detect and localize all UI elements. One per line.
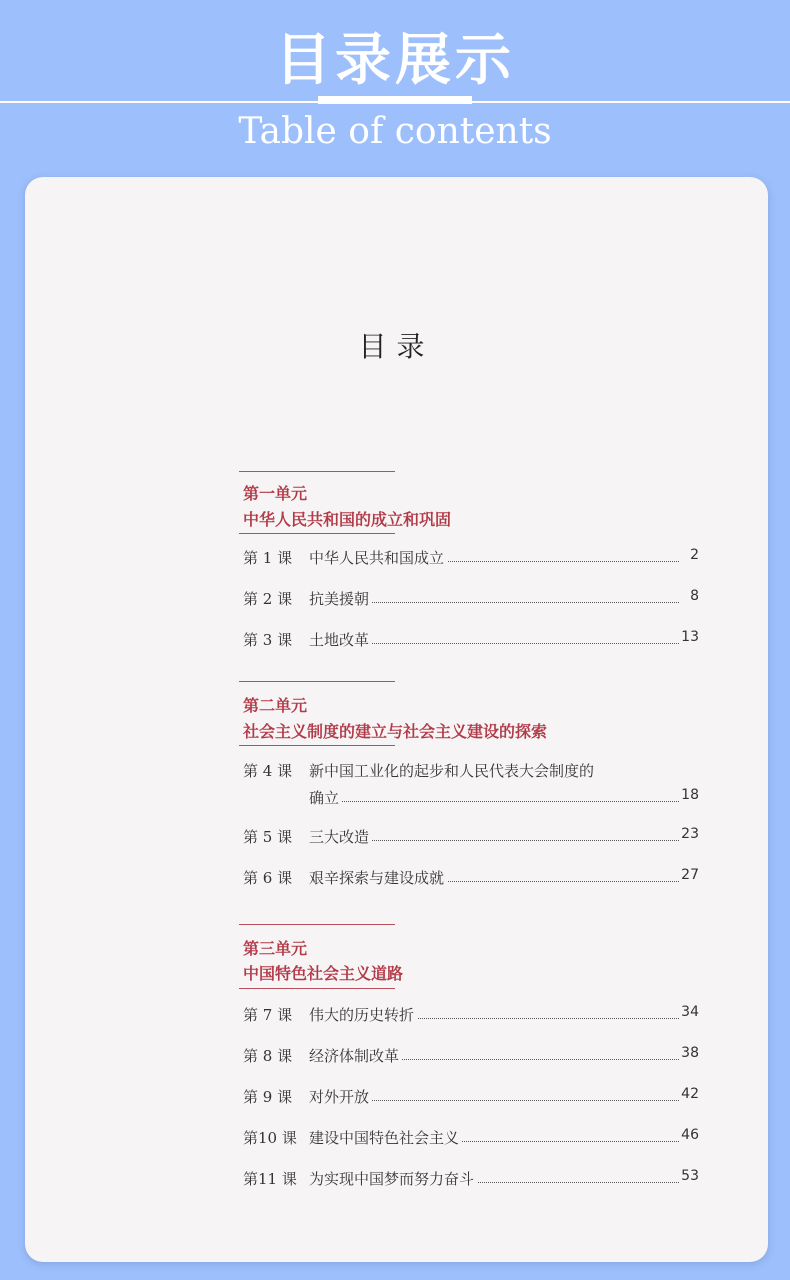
header-accent-bar — [318, 96, 472, 104]
unit-rule-bottom — [239, 533, 395, 534]
lesson-row[interactable] — [243, 1127, 699, 1153]
toc-title: 目录 — [358, 330, 435, 363]
lesson-title: 建设中国特色社会主义 — [309, 1127, 462, 1148]
lesson-row[interactable] — [243, 760, 699, 814]
page-number: 8 — [690, 588, 699, 604]
lesson-row[interactable] — [243, 1168, 699, 1194]
toc-page — [25, 177, 768, 1262]
page-number: 34 — [681, 1004, 699, 1020]
lesson-row[interactable] — [243, 1045, 699, 1071]
lesson-title: 土地改革 — [309, 629, 372, 650]
lesson-number: 第 2 课 — [243, 590, 293, 608]
lesson-number: 第10 课 — [243, 1129, 297, 1147]
lesson-number: 第 3 课 — [243, 631, 293, 649]
lesson-number: 第 5 课 — [243, 828, 293, 846]
lesson-title: 确立 — [309, 787, 342, 808]
lesson-number: 第 4 课 — [243, 762, 293, 780]
page-number: 53 — [681, 1168, 699, 1184]
unit-rule-top — [239, 471, 395, 472]
lesson-title: 三大改造 — [309, 826, 372, 847]
lesson-title: 经济体制改革 — [309, 1045, 402, 1066]
header-title: 目录展示 — [275, 28, 515, 93]
unit-label: 第一单元 — [243, 484, 308, 503]
lesson-title: 艰辛探索与建设成就 — [309, 867, 447, 888]
page-number: 46 — [681, 1127, 699, 1143]
page-number: 13 — [681, 629, 699, 645]
header-subtitle: Table of contents — [238, 111, 552, 152]
lesson-number: 第 7 课 — [243, 1006, 293, 1024]
lesson-number: 第 1 课 — [243, 549, 293, 567]
lesson-title: 伟大的历史转折 — [309, 1004, 417, 1025]
lesson-row[interactable] — [243, 1004, 699, 1030]
page-number: 27 — [681, 867, 699, 883]
lesson-number: 第11 课 — [243, 1170, 297, 1188]
unit-rule-top — [239, 681, 395, 682]
lesson-row[interactable] — [243, 1086, 699, 1112]
lesson-row[interactable] — [243, 867, 699, 893]
lesson-row[interactable] — [243, 547, 699, 573]
lesson-title: 抗美援朝 — [309, 588, 372, 609]
page-number: 38 — [681, 1045, 699, 1061]
leader-dots — [309, 801, 679, 802]
unit-label: 第三单元 — [243, 939, 308, 958]
lesson-title: 对外开放 — [309, 1086, 372, 1107]
lesson-row[interactable] — [243, 588, 699, 614]
unit-rule-bottom — [239, 988, 395, 989]
lesson-number: 第 6 课 — [243, 869, 293, 887]
page-number: 23 — [681, 826, 699, 842]
lesson-number: 第 8 课 — [243, 1047, 293, 1065]
unit-label: 第二单元 — [243, 696, 308, 715]
unit-rule-bottom — [239, 745, 395, 746]
unit-name: 中国特色社会主义道路 — [243, 964, 404, 983]
page-number: 42 — [681, 1086, 699, 1102]
lesson-title-line1: 新中国工业化的起步和人民代表大会制度的 — [309, 762, 595, 780]
lesson-row[interactable] — [243, 629, 699, 655]
lesson-number: 第 9 课 — [243, 1088, 293, 1106]
unit-rule-top — [239, 924, 395, 925]
lesson-title: 为实现中国梦而努力奋斗 — [309, 1168, 477, 1189]
unit-name: 社会主义制度的建立与社会主义建设的探索 — [243, 722, 548, 741]
page-number: 18 — [681, 787, 699, 803]
unit-name: 中华人民共和国的成立和巩固 — [243, 510, 452, 529]
lesson-title: 中华人民共和国成立 — [309, 547, 447, 568]
lesson-row[interactable] — [243, 826, 699, 852]
page-number: 2 — [690, 547, 699, 563]
